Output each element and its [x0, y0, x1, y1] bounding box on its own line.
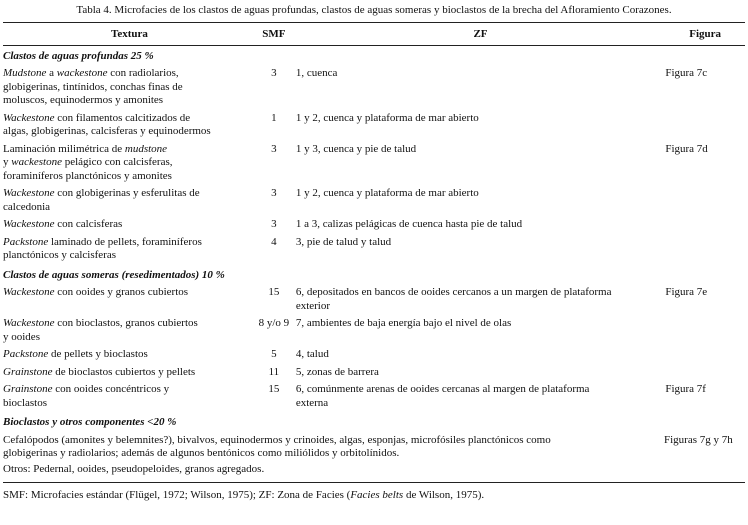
cell-smf: 3 — [271, 142, 277, 155]
cell-textura: Packstone laminado de pellets, foraminíferos planctónicos y calcisferas — [3, 235, 202, 261]
cell-smf: 3 — [271, 187, 277, 199]
cell-textura: Wackestone con globigerinas y esferulitas de calcedonia — [3, 187, 200, 213]
cell-smf: 4 — [271, 235, 277, 248]
cell-zf: 5, zonas de barrera — [295, 365, 379, 378]
table-caption: Tabla 4. Microfacies de los clastos de aguas profundas, clastos de aguas someras y bioclastos de la brecha del Afloramiento Corazones. — [76, 4, 672, 16]
cell-smf: 15 — [268, 286, 280, 298]
cell-zf: 6, depositados en bancos de ooides cercanos a un margen de plataforma exterior — [295, 286, 612, 312]
cell-smf: 5 — [271, 348, 277, 360]
otros-text: Otros: Pedernal, ooides, pseudopeloides, granos agregados. — [3, 462, 265, 475]
cell-figura — [665, 236, 745, 263]
table-row — [3, 185, 745, 216]
cell-zf: 3, pie de talud y talud — [295, 235, 392, 248]
table-header — [3, 23, 745, 45]
cell-textura: Wackestone con bioclastos, granos cubiertos y ooides — [3, 317, 198, 343]
header-textura: Textura — [111, 28, 148, 40]
cell-figura: Figura 7c — [665, 67, 708, 79]
table-row — [3, 315, 745, 346]
otros-row — [3, 463, 745, 479]
cell-zf: 6, comúnmente arenas de ooides cercanas al margen de plataforma externa — [295, 383, 590, 409]
header-zf: ZF — [473, 28, 488, 40]
cell-textura: Grainstone con ooides concéntricos y bioclastos — [3, 383, 170, 409]
cell-smf: 1 — [271, 111, 277, 124]
cell-figura — [665, 366, 745, 380]
table-row — [3, 65, 745, 110]
cell-zf: 1 a 3, calizas pelágicas de cuenca hasta pie de talud — [295, 218, 523, 230]
table-row — [3, 381, 745, 412]
cell-smf: 8 y/o 9 — [258, 317, 290, 329]
cell-smf: 11 — [268, 365, 280, 378]
bioclastos-text: Cefalópodos (amonites y belemnites?), bivalvos, equinodermos y crinoides, algas, esponjas, microfósiles planctónicos como globigerinas y radiolarios; además de algunos bentónicos como miliólidos y orbitolínidos. — [3, 433, 551, 459]
cell-figura — [665, 112, 745, 139]
cell-smf: 3 — [271, 218, 277, 230]
table-row — [3, 234, 745, 265]
section-title: Clastos de aguas profundas 25 % — [3, 49, 154, 62]
cell-smf: 3 — [271, 67, 277, 79]
cell-zf: 1 y 2, cuenca y plataforma de mar abierto — [295, 187, 479, 199]
cell-figura — [665, 218, 745, 232]
cell-figura — [665, 317, 745, 344]
cell-textura: Grainstone de bioclastos cubiertos y pellets — [3, 365, 196, 378]
header-smf: SMF — [262, 28, 286, 40]
cell-textura: Wackestone con calcisferas — [3, 218, 123, 230]
cell-figura: Figura 7f — [665, 383, 706, 395]
bioclastos-row — [3, 432, 745, 463]
table-footnote: SMF: Microfacies estándar (Flügel, 1972; Wilson, 1975); ZF: Zona de Facies (Facies belts de Wilson, 1975). — [3, 489, 485, 501]
section-title: Clastos de aguas someras (resedimentados) 10 % — [3, 268, 225, 281]
cell-textura: Laminación milimétrica de mudstone y wackestone pelágico con calcisferas, foraminíferos planctónicos y amonites — [3, 142, 173, 182]
cell-textura: Wackestone con filamentos calcitizados de algas, globigerinas, calcisferas y equinodermos — [3, 111, 211, 137]
cell-textura: Wackestone con ooides y granos cubiertos — [3, 286, 189, 298]
cell-zf: 1, cuenca — [295, 67, 338, 79]
cell-zf: 4, talud — [295, 348, 329, 360]
cell-figura: Figura 7d — [665, 142, 708, 155]
table-row — [3, 284, 745, 315]
bioclastos-figura: Figuras 7g y 7h — [664, 433, 733, 446]
cell-textura: Mudstone a wackestone con radiolarios, globigerinas, tintínidos, conchas finas de moluscos, equinodermos y amonites — [3, 67, 183, 106]
table-body — [0, 46, 748, 413]
cell-textura: Packstone de pellets y bioclastos — [3, 348, 148, 360]
table-row — [3, 110, 745, 141]
table-row — [3, 141, 745, 186]
table-row — [3, 216, 745, 234]
header-figura: Figura — [689, 28, 721, 40]
cell-zf: 1 y 2, cuenca y plataforma de mar abierto — [295, 111, 479, 124]
table-row — [3, 364, 745, 382]
cell-zf: 1 y 3, cuenca y pie de talud — [295, 142, 417, 155]
cell-smf: 15 — [268, 383, 280, 395]
cell-figura: Figura 7e — [665, 286, 708, 298]
cell-figura — [665, 348, 745, 362]
cell-zf: 7, ambientes de baja energía bajo el nivel de olas — [295, 317, 512, 329]
cell-figura — [665, 187, 745, 214]
table-row — [3, 346, 745, 364]
section-title-bioclastos: Bioclastos y otros componentes <20 % — [3, 416, 177, 428]
